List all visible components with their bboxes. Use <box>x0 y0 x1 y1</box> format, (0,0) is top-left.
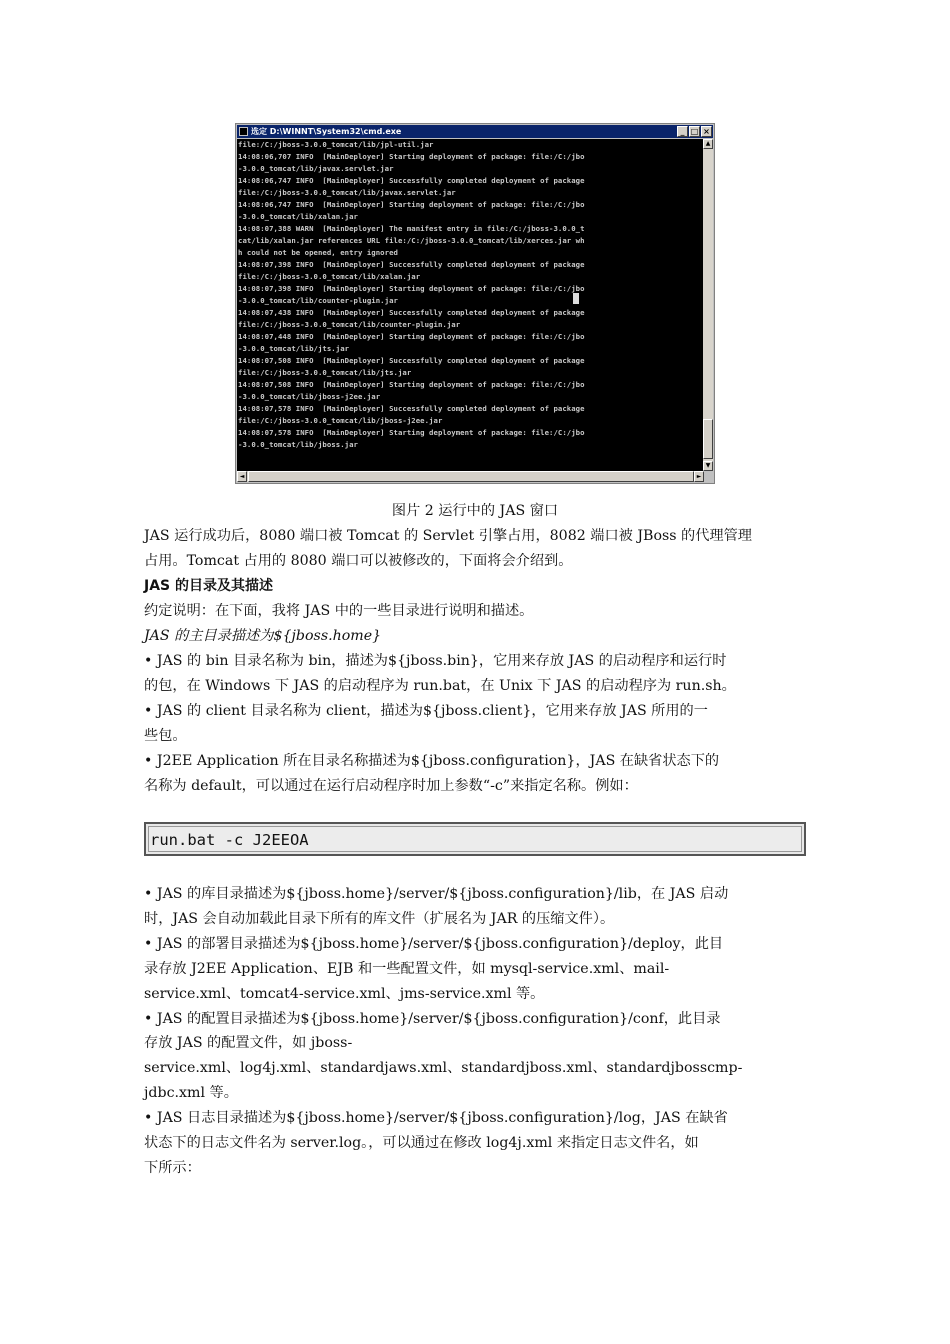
console-line: file:/C:/jboss-3.0.0_tomcat/lib/jts.jar <box>238 368 412 377</box>
scroll-up-arrow-icon[interactable]: ▲ <box>703 139 713 149</box>
text-line: service.xml、tomcat4-service.xml、jms-service.xml 等。 <box>144 985 545 1002</box>
convention-text: 约定说明：在下面，我将 JAS 中的一些目录进行说明和描述。 <box>144 603 534 619</box>
scroll-down-arrow-icon[interactable]: ▼ <box>703 461 713 471</box>
console-line: 14:08:07,398 INFO [MainDeployer] Starting deployment of package: file:/C:/jbo <box>238 284 585 293</box>
horizontal-scrollbar[interactable] <box>237 471 704 482</box>
cmd-system-icon <box>239 127 248 136</box>
text-line: • JAS 的配置目录描述为${jboss.home}/server/${jboss.configuration}/conf，此目录 <box>144 1010 721 1027</box>
code-block <box>144 822 806 856</box>
console-line: 14:08:06,747 INFO [MainDeployer] Starting deployment of package: file:/C:/jbo <box>238 200 585 209</box>
console-line: 14:08:06,707 INFO [MainDeployer] Starting deployment of package: file:/C:/jbo <box>238 152 585 161</box>
horizontal-scroll-thumb[interactable] <box>248 471 694 482</box>
text-line: 占用。Tomcat 占用的 8080 端口可以被修改的，下面将会介绍到。 <box>144 552 573 569</box>
cmd-titlebar <box>237 125 713 138</box>
console-line: file:/C:/jboss-3.0.0_tomcat/lib/jboss-j2ee.jar <box>238 416 443 425</box>
scroll-left-arrow-icon[interactable]: ◄ <box>237 471 247 482</box>
text-line: service.xml、log4j.xml、standardjaws.xml、standardjboss.xml、standardjbosscmp- <box>144 1060 743 1077</box>
text-line: 的包，在 Windows 下 JAS 的启动程序为 run.bat，在 Unix 下 JAS 的启动程序为 run.sh。 <box>144 677 736 694</box>
console-line: -3.0.0_tomcat/lib/jboss.jar <box>238 440 358 449</box>
console-line: 14:08:07,438 INFO [MainDeployer] Successfully completed deployment of package <box>238 308 585 317</box>
console-line: 14:08:07,448 INFO [MainDeployer] Starting deployment of package: file:/C:/jbo <box>238 332 585 341</box>
console-line: 14:08:07,398 INFO [MainDeployer] Successfully completed deployment of package <box>238 260 585 269</box>
close-button[interactable]: × <box>701 126 712 137</box>
console-line: 14:08:06,747 INFO [MainDeployer] Successfully completed deployment of package <box>238 176 585 185</box>
console-line: -3.0.0_tomcat/lib/xalan.jar <box>238 212 358 221</box>
text-line: 下所示： <box>144 1159 201 1176</box>
console-line: 14:08:07,508 INFO [MainDeployer] Successfully completed deployment of package <box>238 356 585 365</box>
text-line: • JAS 的库目录描述为${jboss.home}/server/${jboss.configuration}/lib，在 JAS 启动 <box>144 886 729 902</box>
text-line: 名称为 default，可以通过在运行启动程序时加上参数“-c”来指定名称。例如： <box>144 777 638 794</box>
console-line: -3.0.0_tomcat/lib/jts.jar <box>238 344 350 353</box>
text-line: 状态下的日志文件名为 server.log。，可以通过在修改 log4j.xml 来指定日志文件名，如 <box>144 1135 699 1152</box>
cmd-title: 选定 D:\WINNT\System32\cmd.exe <box>251 127 402 136</box>
figure-caption: 图片 2 运行中的 JAS 窗口 <box>391 503 559 519</box>
console-line: -3.0.0_tomcat/lib/jboss-j2ee.jar <box>238 392 381 401</box>
text-line: 存放 JAS 的配置文件，如 jboss- <box>144 1035 353 1052</box>
cmd-console-output[interactable] <box>237 139 704 471</box>
vertical-scroll-thumb[interactable] <box>703 419 713 459</box>
minimize-button[interactable]: _ <box>677 126 688 137</box>
text-line: • JAS 的 client 目录名称为 client，描述为${jboss.client}，它用来存放 JAS 所用的一 <box>144 702 708 719</box>
console-line: 14:08:07,578 INFO [MainDeployer] Successfully completed deployment of package <box>238 404 585 413</box>
text-line: • JAS 的 bin 目录名称为 bin，描述为${jboss.bin}，它用来存放 JAS 的启动程序和运行时 <box>144 653 727 669</box>
section-heading: JAS 的目录及其描述 <box>144 578 274 594</box>
scroll-right-arrow-icon[interactable]: ► <box>694 471 704 482</box>
console-line: file:/C:/jboss-3.0.0_tomcat/lib/javax.servlet.jar <box>238 188 456 197</box>
console-line: file:/C:/jboss-3.0.0_tomcat/lib/jpl-util.jar <box>238 140 434 149</box>
main-dir-text: JAS 的主目录描述为${jboss.home} <box>144 628 382 644</box>
console-line: h could not be opened, entry ignored <box>238 248 398 257</box>
maximize-button[interactable]: □ <box>690 127 699 136</box>
bullet-list-top <box>144 649 809 798</box>
console-line: 14:08:07,578 INFO [MainDeployer] Starting deployment of package: file:/C:/jbo <box>238 428 585 437</box>
console-line: -3.0.0_tomcat/lib/counter-plugin.jar <box>238 296 398 305</box>
text-line: 时，JAS 会自动加载此目录下所有的库文件（扩展名为 JAR 的压缩文件）。 <box>144 910 615 927</box>
text-line: jdbc.xml 等。 <box>144 1085 238 1102</box>
console-line: 14:08:07,388 WARN [MainDeployer] The manifest entry in file:/C:/jboss-3.0.0_t <box>238 224 585 233</box>
console-line: cat/lib/xalan.jar references URL file:/C:/jboss-3.0.0_tomcat/lib/xerces.jar wh <box>238 236 585 245</box>
text-line: • J2EE Application 所在目录名称描述为${jboss.configuration}，JAS 在缺省状态下的 <box>144 752 720 769</box>
text-line: • JAS 日志目录描述为${jboss.home}/server/${jboss.configuration}/log，JAS 在缺省 <box>144 1110 728 1127</box>
code-text: run.bat -c J2EEOA <box>150 831 309 849</box>
console-line: -3.0.0_tomcat/lib/javax.servlet.jar <box>238 164 394 173</box>
console-line: 14:08:07,508 INFO [MainDeployer] Starting deployment of package: file:/C:/jbo <box>238 380 585 389</box>
text-line: JAS 运行成功后，8080 端口被 Tomcat 的 Servlet 引擎占用，8082 端口被 JBoss 的代理管理 <box>144 528 752 544</box>
console-cursor <box>573 293 579 304</box>
cmd-window-screenshot <box>235 123 715 484</box>
text-line: 录存放 J2EE Application、EJB 和一些配置文件，如 mysql-service.xml、mail- <box>144 960 670 977</box>
vertical-scrollbar[interactable] <box>703 139 713 471</box>
console-line: file:/C:/jboss-3.0.0_tomcat/lib/counter-plugin.jar <box>238 320 461 329</box>
text-line: • JAS 的部署目录描述为${jboss.home}/server/${jboss.configuration}/deploy，此目 <box>144 935 724 952</box>
text-line: 些包。 <box>144 727 187 744</box>
paragraph-port-usage <box>144 524 809 574</box>
bullet-list-bottom <box>144 882 809 1181</box>
console-line: file:/C:/jboss-3.0.0_tomcat/lib/xalan.jar <box>238 272 421 281</box>
